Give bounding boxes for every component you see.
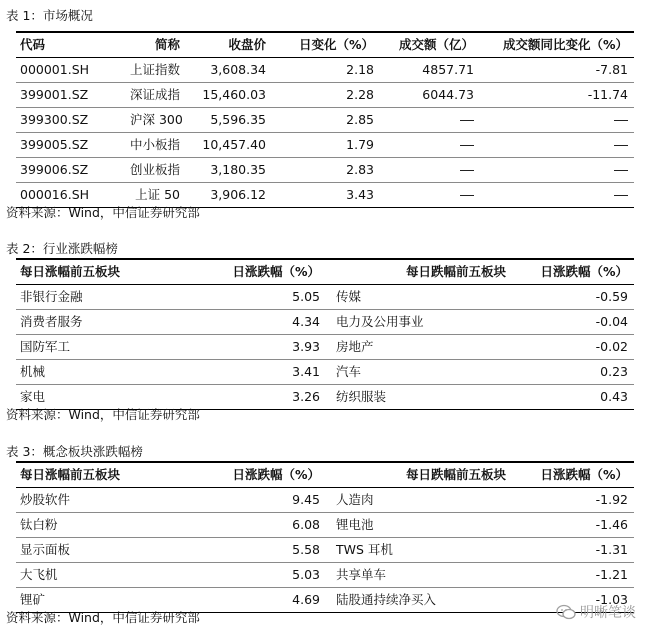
table-cell: 汽车 [336,364,362,379]
table-cell: TWS 耳机 [336,542,393,557]
table-cell: 2.83 [346,162,374,177]
table-cell: 陆股通持续净买入 [336,592,437,607]
table3-caption: 表 3：概念板块涨跌幅榜 [6,444,143,459]
table-cell: 创业板指 [130,162,181,177]
table-cell: 中小板指 [130,137,181,152]
concept-rank-table [16,461,634,613]
dash-mark [460,170,474,171]
table-row [16,285,634,310]
table-cell: -1.03 [595,592,628,607]
table-cell: -1.46 [595,517,628,532]
table-cell: 5.05 [292,289,320,304]
column-header: 每日跌幅前五板块 [405,467,506,482]
table-cell: 3.43 [346,187,374,202]
dash-mark [614,195,628,196]
table-cell: -1.21 [595,567,628,582]
dash-mark [614,170,628,171]
table-cell: 家电 [20,389,46,404]
table-row [16,538,634,563]
table-cell [386,158,474,182]
table-cell: 10,457.40 [202,137,266,152]
column-header: 代码 [20,37,46,52]
table-cell: 6.08 [292,517,320,532]
table-cell: 国防军工 [20,339,71,354]
dash-mark [614,145,628,146]
watermark-text: 明晰笔谈 [580,605,636,621]
table-cell: 上证指数 [130,62,181,77]
table-cell: 399005.SZ [20,137,89,152]
table-cell: 3,906.12 [210,187,266,202]
table-cell: 钛白粉 [20,517,58,532]
table-cell: 1.79 [346,137,374,152]
table-cell: 2.85 [346,112,374,127]
table-row [16,133,634,158]
table-cell: 4.34 [292,314,320,329]
table-cell: 399006.SZ [20,162,89,177]
dash-mark [614,120,628,121]
table-cell: 6044.73 [422,87,474,102]
table-cell [386,133,474,157]
table-cell: 000016.SH [20,187,90,202]
table-cell: -7.81 [595,62,628,77]
table-cell: 消费者服务 [20,314,83,329]
table-cell: 房地产 [336,339,374,354]
table-row [16,335,634,360]
table-cell: -0.04 [595,314,628,329]
table-cell: 4857.71 [422,62,474,77]
table-cell [486,158,628,182]
industry-rank-table [16,258,634,410]
table-cell: 人造肉 [336,492,374,507]
table-cell: 5.03 [292,567,320,582]
table-cell: 2.18 [346,62,374,77]
table-cell: 5,596.35 [210,112,266,127]
table-cell: 0.23 [600,364,628,379]
table-cell: -1.92 [595,492,628,507]
table-cell: 15,460.03 [202,87,266,102]
table-cell: 显示面板 [20,542,71,557]
table-cell: 炒股软件 [20,492,71,507]
table-row [16,58,634,83]
table-cell: 3.41 [292,364,320,379]
table-cell: 传媒 [336,289,362,304]
table-header [16,461,634,488]
table2-source: 资料来源：Wind，中信证券研究部 [6,407,200,422]
column-header: 日涨跌幅（%） [232,467,320,482]
watermark [556,602,636,622]
table-cell [386,183,474,207]
column-header: 简称 [154,37,180,52]
table-cell: 5.58 [292,542,320,557]
table2-caption: 表 2：行业涨跌幅榜 [6,241,118,256]
table-cell: 非银行金融 [20,289,83,304]
table-row [16,488,634,513]
table-cell: 电力及公用事业 [336,314,424,329]
table-cell: 机械 [20,364,46,379]
table-cell: 3,608.34 [210,62,266,77]
table-cell: 2.28 [346,87,374,102]
table3-source: 资料来源：Wind，中信证券研究部 [6,610,200,625]
table-row [16,310,634,335]
table-cell: 上证 50 [135,187,180,202]
table-cell: -0.02 [595,339,628,354]
table-cell [486,108,628,132]
column-header: 收盘价 [228,37,266,52]
table-cell: -11.74 [587,87,628,102]
table-cell: 3.93 [292,339,320,354]
table-cell: -1.31 [595,542,628,557]
table-cell: 深证成指 [130,87,181,102]
table-cell [386,108,474,132]
column-header: 每日涨幅前五板块 [20,264,121,279]
table-row [16,83,634,108]
table-row [16,563,634,588]
table-cell: 3,180.35 [210,162,266,177]
table-header [16,31,634,58]
table-cell [486,133,628,157]
table-cell: 399001.SZ [20,87,89,102]
table-row [16,158,634,183]
dash-mark [460,145,474,146]
market-overview-table [16,31,634,208]
table-cell: 399300.SZ [20,112,89,127]
table-cell: 共享单车 [336,567,387,582]
table-cell: 9.45 [292,492,320,507]
table-cell: 3.26 [292,389,320,404]
column-header: 每日涨幅前五板块 [20,467,121,482]
table-cell: 0.43 [600,389,628,404]
table-cell: 000001.SH [20,62,90,77]
column-header: 日涨跌幅（%） [540,264,628,279]
table-cell: 沪深 300 [130,112,183,127]
dash-mark [460,195,474,196]
column-header: 日涨跌幅（%） [540,467,628,482]
table-header [16,258,634,285]
table1-source: 资料来源：Wind，中信证券研究部 [6,205,200,220]
table-row [16,513,634,538]
column-header: 日变化（%） [298,37,374,52]
column-header: 每日跌幅前五板块 [405,264,506,279]
table-cell: 4.69 [292,592,320,607]
table-cell: 纺织服装 [336,389,387,404]
table-row [16,108,634,133]
column-header: 日涨跌幅（%） [232,264,320,279]
column-header: 成交额（亿） [398,37,474,52]
table-cell: 锂电池 [336,517,374,532]
table-cell: -0.59 [595,289,628,304]
table-cell: 大飞机 [20,567,58,582]
table-cell [486,183,628,207]
table-cell: 锂矿 [20,592,46,607]
dash-mark [460,120,474,121]
table-row [16,360,634,385]
table1-caption: 表 1：市场概况 [6,8,93,23]
column-header: 成交额同比变化（%） [502,37,628,52]
wechat-icon [556,604,576,620]
